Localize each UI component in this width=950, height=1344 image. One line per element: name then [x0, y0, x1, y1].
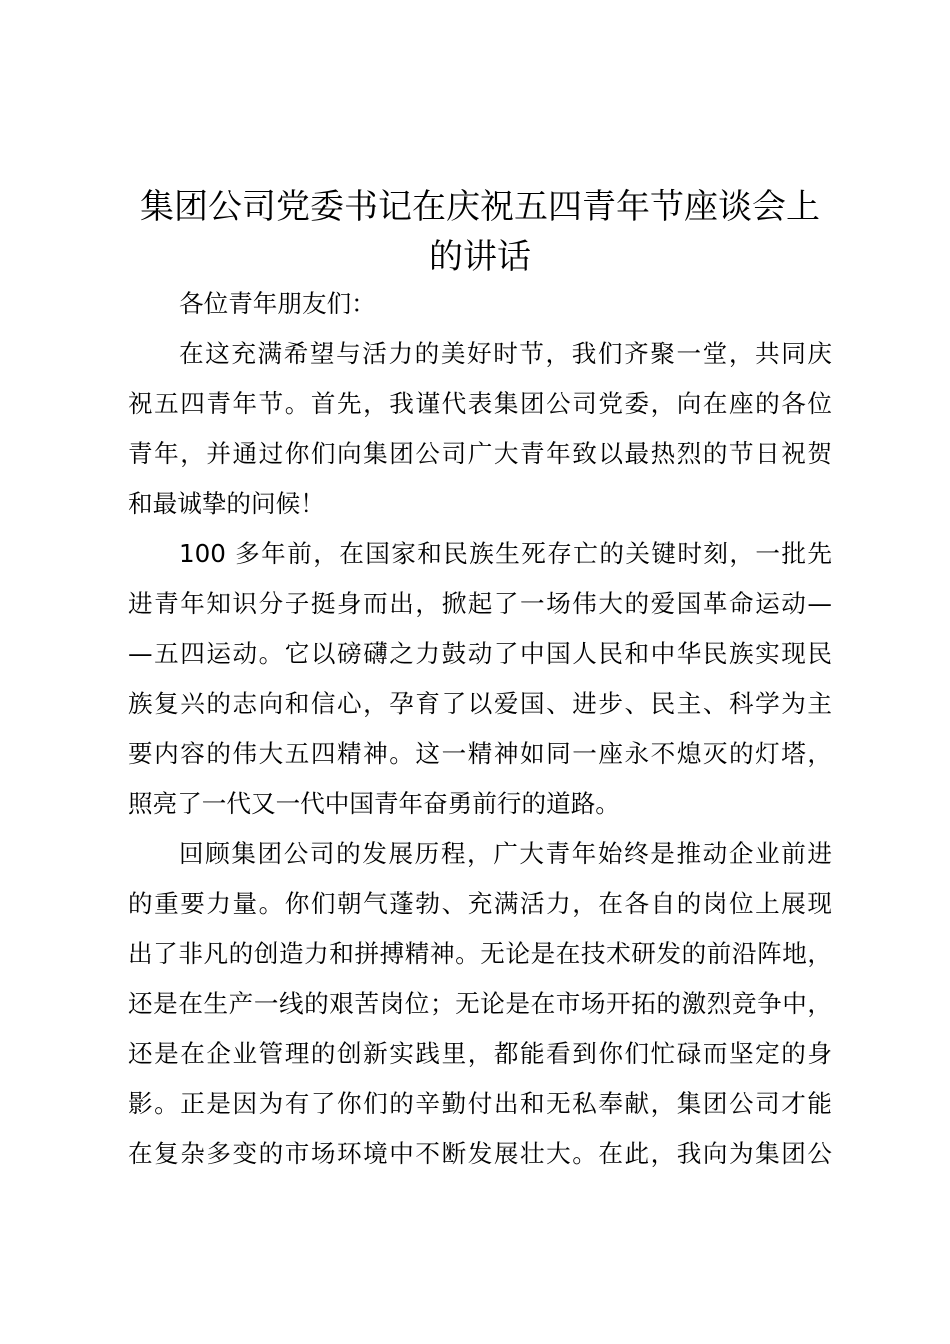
paragraph-line: —五四运动。它以磅礴之力鼓动了中国人民和中华民族实现民 [128, 639, 832, 668]
salutation: 各位青年朋友们： [179, 289, 376, 318]
paragraph-line: 还是在企业管理的创新实践里，都能看到你们忙碌而坚定的身 [128, 1039, 832, 1068]
paragraph-line: 100 多年前，在国家和民族生死存亡的关键时刻，一批先 [179, 539, 832, 568]
paragraph-line: 族复兴的志向和信心，孕育了以爱国、进步、民主、科学为主 [128, 689, 832, 718]
paragraph-line: 要内容的伟大五四精神。这一精神如同一座永不熄灭的灯塔， [128, 739, 832, 768]
paragraph-line: 还是在生产一线的艰苦岗位；无论是在市场开拓的激烈竞争中， [128, 989, 832, 1018]
paragraph-line: 和最诚挚的问候！ [128, 489, 325, 518]
paragraph-line: 进青年知识分子挺身而出，掀起了一场伟大的爱国革命运动— [128, 589, 832, 618]
paragraph-1 [128, 329, 832, 529]
paragraph-3 [128, 829, 832, 1179]
paragraph-line: 祝五四青年节。首先，我谨代表集团公司党委，向在座的各位 [128, 389, 832, 418]
paragraph-line: 青年，并通过你们向集团公司广大青年致以最热烈的节日祝贺 [128, 439, 832, 468]
title-line-2: 的讲话 [429, 237, 531, 277]
paragraph-line: 出了非凡的创造力和拼搏精神。无论是在技术研发的前沿阵地， [128, 939, 832, 968]
paragraph-line: 在复杂多变的市场环境中不断发展壮大。在此，我向为集团公 [128, 1139, 832, 1168]
title-line-1: 集团公司党委书记在庆祝五四青年节座谈会上 [140, 187, 820, 227]
document-title [128, 182, 832, 282]
paragraph-line: 照亮了一代又一代中国青年奋勇前行的道路。 [128, 789, 620, 818]
document-body [128, 279, 832, 1179]
paragraph-line: 在这充满希望与活力的美好时节，我们齐聚一堂，共同庆 [179, 339, 832, 368]
paragraph-2 [128, 529, 832, 829]
paragraph-line: 影。正是因为有了你们的辛勤付出和无私奉献，集团公司才能 [128, 1089, 832, 1118]
paragraph-line: 的重要力量。你们朝气蓬勃、充满活力，在各自的岗位上展现 [128, 889, 832, 918]
paragraph-line: 回顾集团公司的发展历程，广大青年始终是推动企业前进 [179, 839, 832, 868]
